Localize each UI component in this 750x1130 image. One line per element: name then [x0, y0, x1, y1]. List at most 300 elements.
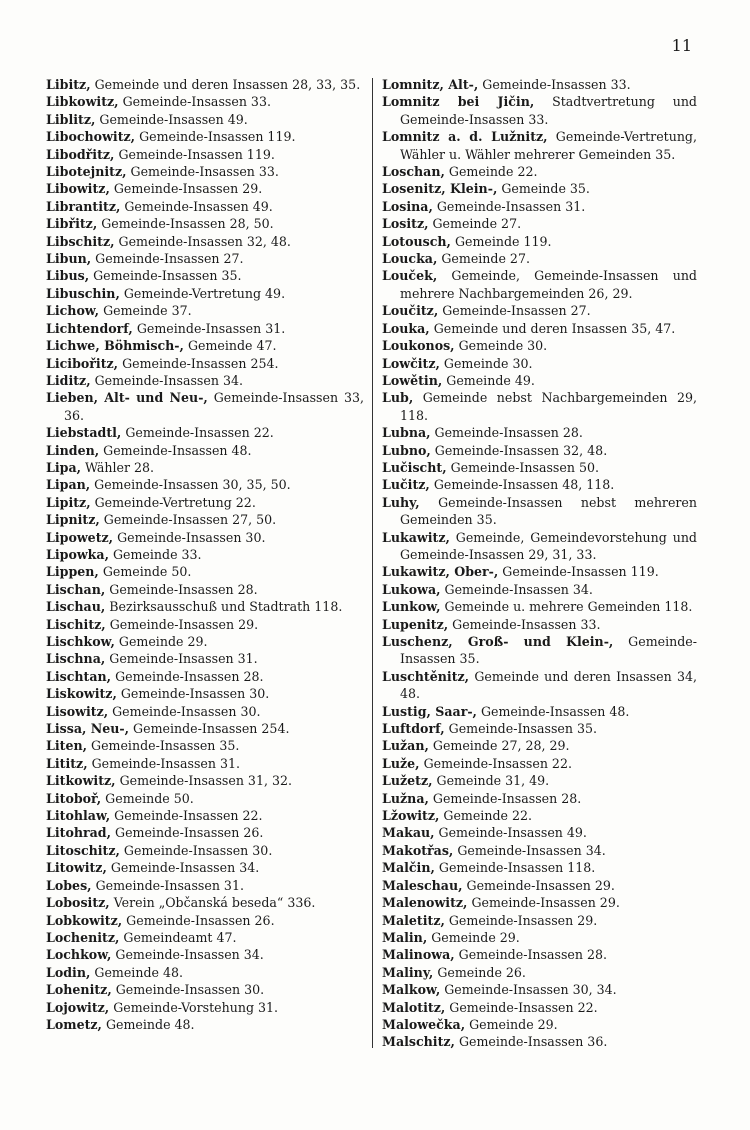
entry-references: Gemeinde-Insassen 30, 35, 50. — [90, 477, 291, 493]
index-entry — [46, 198, 364, 215]
entry-headword: Lissa, Neu-, — [46, 721, 130, 737]
index-entry — [46, 285, 364, 302]
entry-references: Gemeinde 26. — [433, 964, 526, 980]
entry-references: Gemeinde 22. — [439, 808, 532, 824]
index-entry — [46, 111, 364, 128]
index-entry — [382, 1016, 697, 1033]
index-entry — [382, 389, 697, 424]
entry-references: Gemeinde-Insassen 30. — [108, 703, 261, 719]
entry-headword: Lubna, — [382, 425, 431, 441]
entry-references: Gemeinde-Insassen 49. — [95, 111, 248, 127]
entry-references: Gemeinde-Insassen 48. — [476, 703, 630, 719]
entry-references: Gemeinde u. mehrere Gemeinden 118. — [440, 599, 693, 615]
entry-headword: Lichwe, Böhmisch-, — [46, 338, 184, 354]
entry-references: Gemeinde-Insassen 31, 32. — [115, 773, 292, 789]
entry-references: Gemeinde-Insassen 22. — [419, 755, 572, 771]
entry-headword: Lobositz, — [46, 895, 110, 911]
index-entry — [382, 737, 697, 754]
entry-references: Gemeinde 29. — [465, 1016, 558, 1032]
entry-references: Gemeinde-Insassen 28, 50. — [97, 216, 274, 232]
entry-headword: Malkow, — [382, 982, 441, 998]
index-entry — [46, 633, 364, 650]
entry-references: Gemeinde 29. — [427, 929, 520, 945]
entry-headword: Libotejnitz, — [46, 164, 127, 180]
index-entry — [46, 180, 364, 197]
entry-headword: Lipnitz, — [46, 512, 100, 528]
entry-headword: Louka, — [382, 320, 430, 336]
index-entry — [382, 337, 697, 354]
entry-references: Bezirksausschuß und Stadtrath 118. — [105, 599, 343, 615]
index-entry — [46, 76, 364, 93]
entry-references: Gemeinde-Insassen 30. — [111, 982, 265, 998]
index-entry — [382, 720, 697, 737]
index-entry — [382, 598, 697, 615]
index-entry — [46, 981, 364, 998]
entry-headword: Lobkowitz, — [46, 912, 123, 928]
entry-headword: Lobes, — [46, 877, 92, 893]
entry-headword: Libun, — [46, 251, 92, 267]
index-entry — [382, 616, 697, 633]
left-column — [46, 76, 364, 1033]
entry-headword: Losenitz, Klein-, — [382, 181, 498, 197]
entry-references: Gemeinde-Insassen 30. — [116, 686, 270, 702]
index-entry — [46, 894, 364, 911]
entry-headword: Lochkow, — [46, 947, 112, 963]
entry-headword: Lomnitz bei Jičin, — [382, 94, 535, 110]
entry-headword: Lippen, — [46, 564, 99, 580]
index-entry — [382, 877, 697, 894]
index-entry — [382, 494, 697, 529]
index-entry — [382, 128, 697, 163]
entry-references: Gemeinde-Insassen 31. — [132, 320, 286, 336]
column-divider — [372, 78, 373, 1048]
index-entry — [46, 267, 364, 284]
entry-headword: Libochowitz, — [46, 129, 136, 145]
index-entry — [382, 302, 697, 319]
entry-headword: Lomnitz, Alt-, — [382, 77, 479, 92]
entry-references: Gemeinde-Insassen 28. — [430, 425, 583, 441]
index-entry — [382, 233, 697, 250]
entry-headword: Lischan, — [46, 581, 106, 597]
entry-headword: Lukowa, — [382, 581, 441, 597]
entry-references: Gemeinde 48. — [90, 964, 183, 980]
entry-headword: Luschtěnitz, — [382, 668, 470, 684]
entry-references: Gemeinde-Insassen 254. — [118, 355, 279, 371]
index-entry — [382, 267, 697, 302]
index-entry — [382, 859, 697, 876]
entry-headword: Libuschin, — [46, 285, 120, 301]
entry-headword: Liblitz, — [46, 111, 96, 127]
entry-references: Gemeinde-Insassen 26. — [122, 912, 275, 928]
entry-headword: Lukawitz, Ober-, — [382, 564, 499, 580]
entry-references: Gemeinde-Insassen 31. — [91, 877, 244, 893]
entry-headword: Lischau, — [46, 599, 106, 615]
entry-headword: Libřitz, — [46, 216, 98, 232]
index-entry — [46, 668, 364, 685]
entry-headword: Losina, — [382, 198, 433, 214]
index-entry — [382, 894, 697, 911]
entry-references: Gemeinde-Insassen 34. — [453, 842, 606, 858]
index-entry — [382, 198, 697, 215]
entry-headword: Lžowitz, — [382, 808, 440, 824]
entry-references: Gemeinde-Insassen 31. — [432, 198, 586, 214]
index-entry — [46, 929, 364, 946]
entry-references: Gemeinde-Insassen 29. — [105, 616, 259, 632]
entry-references: Gemeinde-Insassen 30, 34. — [440, 982, 617, 998]
index-entry — [46, 859, 364, 876]
index-entry — [382, 964, 697, 981]
index-entry — [382, 912, 697, 929]
index-entry — [46, 598, 364, 615]
entry-references: Gemeinde-Insassen 35. — [400, 634, 697, 667]
index-entry — [46, 755, 364, 772]
entry-references: Gemeinde-Insassen 29. — [109, 181, 263, 197]
entry-headword: Lužna, — [382, 790, 429, 806]
entry-references: Gemeinde-Insassen 48. — [99, 442, 252, 458]
entry-headword: Lučischt, — [382, 459, 447, 475]
index-entry — [46, 946, 364, 963]
entry-headword: Malschitz, — [382, 1034, 455, 1050]
entry-references: Gemeinde-Insassen 28. — [105, 581, 258, 597]
index-entry — [46, 233, 364, 250]
index-entry — [46, 389, 364, 424]
entry-headword: Lichow, — [46, 303, 100, 319]
index-entry — [382, 442, 697, 459]
entry-references: Gemeinde-Insassen 35. — [89, 268, 242, 284]
index-entry — [382, 180, 697, 197]
entry-references: Gemeinde 27, 28, 29. — [428, 738, 570, 754]
index-entry — [382, 163, 697, 180]
entry-headword: Litoboř, — [46, 790, 102, 806]
index-entry — [46, 494, 364, 511]
entry-references: Gemeinde 48. — [101, 1016, 195, 1032]
index-entry — [46, 772, 364, 789]
entry-references: Gemeinde 50. — [98, 564, 192, 580]
entry-references: Gemeinde-Insassen 28. — [111, 668, 264, 684]
entry-headword: Maliny, — [382, 964, 434, 980]
index-entry — [46, 964, 364, 981]
entry-headword: Lunkow, — [382, 599, 441, 615]
entry-references: Gemeinde nebst Nachbargemeinden 29, 118. — [400, 390, 697, 423]
index-entry — [46, 215, 364, 232]
entry-references: Gemeinde 30. — [454, 338, 548, 354]
entry-headword: Luže, — [382, 755, 420, 771]
index-entry — [382, 476, 697, 493]
index-entry — [382, 842, 697, 859]
entry-references: Gemeinde 27. — [437, 251, 530, 267]
entry-headword: Lochenitz, — [46, 929, 120, 945]
entry-references: Gemeinde-Insassen 36. — [454, 1034, 608, 1050]
entry-headword: Liten, — [46, 738, 88, 754]
entry-references: Gemeinde 31, 49. — [432, 773, 550, 789]
entry-references: Gemeinde 27. — [428, 216, 522, 232]
entry-references: Gemeinde und deren Insassen 34, 48. — [400, 668, 697, 702]
entry-references: Gemeinde-Vertretung 22. — [90, 494, 256, 510]
index-entry — [382, 424, 697, 441]
entry-headword: Linden, — [46, 442, 100, 458]
entry-references: Gemeinde und deren Insassen 28, 33, 35. — [90, 77, 361, 92]
index-entry — [46, 703, 364, 720]
index-entry — [46, 459, 364, 476]
entry-references: Gemeinde-Vorstehung 31. — [109, 999, 279, 1015]
entry-headword: Lužan, — [382, 738, 429, 754]
entry-headword: Maleschau, — [382, 877, 463, 893]
entry-references: Gemeinde-Insassen 35. — [87, 738, 240, 754]
index-entry — [46, 128, 364, 145]
entry-references: Stadtvertretung und Gemeinde-Insassen 33. — [400, 94, 697, 127]
entry-headword: Lipitz, — [46, 494, 91, 510]
index-entry — [46, 302, 364, 319]
entry-references: Gemeinde und deren Insassen 35, 47. — [429, 320, 676, 336]
entry-references: Gemeinde 50. — [101, 790, 194, 806]
entry-headword: Loukonos, — [382, 338, 455, 354]
entry-headword: Lupenitz, — [382, 616, 449, 632]
entry-references: Gemeinde-Insassen 35. — [444, 721, 598, 737]
index-entry — [46, 250, 364, 267]
entry-references: Gemeinde-Insassen 33. — [118, 94, 271, 110]
entry-headword: Malowečka, — [382, 1016, 466, 1032]
entry-references: Gemeindeamt 47. — [119, 929, 237, 945]
entry-headword: Lometz, — [46, 1016, 102, 1032]
index-entry — [46, 824, 364, 841]
entry-headword: Lipowetz, — [46, 529, 114, 545]
entry-headword: Lomnitz a. d. Lužnitz, — [382, 129, 548, 145]
index-entry — [46, 581, 364, 598]
entry-headword: Lustig, Saar-, — [382, 703, 477, 719]
index-entry — [382, 320, 697, 337]
index-entry — [46, 511, 364, 528]
index-entry — [382, 981, 697, 998]
entry-references: Gemeinde-Insassen 31. — [87, 755, 241, 771]
index-entry — [46, 877, 364, 894]
entry-headword: Lowětin, — [382, 372, 443, 388]
entry-headword: Libodřitz, — [46, 146, 115, 162]
entry-headword: Licibořitz, — [46, 355, 119, 371]
entry-headword: Litowitz, — [46, 860, 107, 876]
index-entry — [382, 215, 697, 232]
index-entry — [382, 633, 697, 668]
index-entry — [46, 476, 364, 493]
entry-headword: Lohenitz, — [46, 982, 112, 998]
entry-headword: Librantitz, — [46, 198, 121, 214]
entry-headword: Lipowka, — [46, 546, 109, 562]
index-entry — [46, 372, 364, 389]
entry-references: Gemeinde-Insassen 254. — [129, 721, 290, 737]
entry-headword: Lipa, — [46, 459, 81, 475]
index-entry — [382, 807, 697, 824]
index-entry — [382, 929, 697, 946]
entry-headword: Lodin, — [46, 964, 91, 980]
entry-headword: Libus, — [46, 268, 90, 284]
entry-references: Gemeinde-Insassen 28. — [428, 790, 582, 806]
index-entry — [46, 685, 364, 702]
entry-headword: Lititz, — [46, 755, 88, 771]
entry-headword: Luschenz, Groß- und Klein-, — [382, 634, 614, 649]
index-entry — [46, 616, 364, 633]
entry-headword: Lichtendorf, — [46, 320, 133, 336]
entry-references: Gemeinde-Insassen 49. — [434, 825, 587, 841]
index-entry — [46, 424, 364, 441]
entry-headword: Lisowitz, — [46, 703, 109, 719]
index-entry — [46, 720, 364, 737]
entry-references: Gemeinde-Insassen 30. — [119, 842, 273, 858]
entry-references: Wähler 28. — [81, 459, 155, 475]
index-entry — [46, 737, 364, 754]
entry-headword: Litohlaw, — [46, 808, 111, 824]
entry-headword: Libowitz, — [46, 181, 110, 197]
entry-references: Gemeinde-Insassen 33. — [478, 77, 631, 92]
entry-references: Verein „Občanská beseda“ 336. — [109, 895, 316, 911]
index-entry — [382, 755, 697, 772]
entry-references: Gemeinde-Insassen 49. — [120, 198, 273, 214]
entry-references: Gemeinde-Insassen 27, 50. — [99, 512, 277, 528]
entry-references: Gemeinde-Insassen 34. — [90, 372, 243, 388]
entry-references: Gemeinde-Insassen 22. — [445, 999, 598, 1015]
entry-references: Gemeinde-Insassen 22. — [110, 808, 263, 824]
index-entry — [46, 146, 364, 163]
entry-references: Gemeinde-Insassen 29. — [462, 877, 615, 893]
index-entry — [46, 842, 364, 859]
index-entry — [46, 563, 364, 580]
entry-headword: Makotřas, — [382, 842, 454, 858]
entry-references: Gemeinde-Insassen 33. — [126, 164, 279, 180]
index-entry — [382, 459, 697, 476]
entry-references: Gemeinde-Insassen 119. — [114, 146, 275, 162]
entry-headword: Lipan, — [46, 477, 91, 493]
index-entry — [46, 807, 364, 824]
index-entry — [382, 772, 697, 789]
entry-references: Gemeinde 37. — [99, 303, 192, 319]
entry-references: Gemeinde-Insassen 118. — [434, 860, 596, 876]
entry-references: Gemeinde-Vertretung 49. — [119, 285, 286, 301]
entry-references: Gemeinde-Insassen 34. — [106, 860, 260, 876]
entry-headword: Lieben, Alt- und Neu-, — [46, 390, 208, 406]
entry-headword: Lužetz, — [382, 773, 433, 789]
index-entry — [382, 250, 697, 267]
index-entry — [382, 1033, 697, 1050]
entry-references: Gemeinde-Insassen 33, 36. — [64, 390, 364, 423]
page-number: 11 — [671, 36, 692, 55]
index-entry — [46, 1016, 364, 1033]
entry-headword: Lojowitz, — [46, 999, 110, 1015]
entry-headword: Libitz, — [46, 77, 91, 92]
entry-references: Gemeinde-Insassen 31. — [105, 651, 258, 667]
entry-headword: Libschitz, — [46, 233, 115, 249]
index-entry — [382, 703, 697, 720]
entry-headword: Liebstadtl, — [46, 425, 122, 441]
entry-references: Gemeinde-Insassen 48, 118. — [429, 477, 615, 493]
entry-references: Gemeinde-Insassen 50. — [446, 459, 599, 475]
index-entry — [46, 442, 364, 459]
index-entry — [46, 163, 364, 180]
right-column — [382, 76, 697, 1051]
entry-references: Gemeinde, Gemeinde-Insassen und mehrere Nachbargemeinden 26, 29. — [400, 268, 697, 301]
entry-headword: Lowčitz, — [382, 355, 440, 371]
entry-references: Gemeinde-Insassen 28. — [454, 947, 608, 963]
entry-headword: Lischitz, — [46, 616, 106, 632]
entry-headword: Makau, — [382, 825, 435, 841]
index-entry — [46, 355, 364, 372]
entry-headword: Lischtan, — [46, 668, 112, 684]
entry-headword: Litkowitz, — [46, 773, 116, 789]
entry-references: Gemeinde-Insassen 34. — [440, 581, 593, 597]
index-entry — [46, 790, 364, 807]
index-entry — [46, 529, 364, 546]
entry-references: Gemeinde 33. — [108, 546, 202, 562]
entry-headword: Malotitz, — [382, 999, 446, 1015]
entry-references: Gemeinde-Insassen nebst mehreren Gemeinden 35. — [400, 494, 697, 528]
index-entry — [46, 546, 364, 563]
entry-headword: Lotousch, — [382, 233, 451, 249]
index-entry — [382, 355, 697, 372]
index-entry — [46, 999, 364, 1016]
entry-headword: Loschan, — [382, 164, 445, 180]
entry-headword: Louček, — [382, 268, 438, 284]
entry-headword: Lukawitz, — [382, 529, 450, 545]
entry-headword: Luhy, — [382, 494, 420, 510]
entry-headword: Luftdorf, — [382, 721, 445, 737]
index-entry — [46, 650, 364, 667]
entry-references: Gemeinde-Insassen 32, 48. — [114, 233, 291, 249]
index-entry — [46, 93, 364, 110]
entry-references: Gemeinde-Vertretung, Wähler u. Wähler mehrerer Gemeinden 35. — [400, 129, 697, 162]
entry-references: Gemeinde-Insassen 30. — [113, 529, 266, 545]
entry-references: Gemeinde-Insassen 26. — [111, 825, 264, 841]
index-entry — [382, 563, 697, 580]
entry-references: Gemeinde 47. — [183, 338, 277, 354]
entry-headword: Lučitz, — [382, 477, 430, 493]
entry-headword: Lubno, — [382, 442, 431, 458]
entry-headword: Malin, — [382, 929, 428, 945]
index-entry — [46, 337, 364, 354]
entry-headword: Malenowitz, — [382, 895, 468, 911]
entry-references: Gemeinde-Insassen 29. — [467, 895, 620, 911]
entry-references: Gemeinde 119. — [450, 233, 552, 249]
entry-headword: Malinowa, — [382, 947, 455, 963]
entry-references: Gemeinde-Insassen 32, 48. — [430, 442, 608, 458]
index-entry — [382, 790, 697, 807]
index-entry — [382, 372, 697, 389]
entry-headword: Liskowitz, — [46, 686, 117, 702]
entry-references: Gemeinde 30. — [439, 355, 533, 371]
index-entry — [382, 946, 697, 963]
index-entry — [382, 581, 697, 598]
entry-references: Gemeinde-Insassen 27. — [91, 251, 244, 267]
entry-headword: Lischna, — [46, 651, 106, 667]
entry-references: Gemeinde 35. — [497, 181, 590, 197]
entry-references: Gemeinde 49. — [442, 372, 535, 388]
entry-headword: Maletitz, — [382, 912, 445, 928]
index-entry — [382, 668, 697, 703]
entry-references: Gemeinde 22. — [444, 164, 538, 180]
entry-headword: Libkowitz, — [46, 94, 119, 110]
entry-headword: Liditz, — [46, 372, 91, 388]
entry-headword: Lositz, — [382, 216, 429, 232]
index-entry — [382, 529, 697, 564]
entry-references: Gemeinde-Insassen 22. — [121, 425, 274, 441]
index-entry — [382, 76, 697, 93]
entry-headword: Litoschitz, — [46, 842, 120, 858]
index-entry — [382, 93, 697, 128]
entry-references: Gemeinde-Insassen 27. — [438, 303, 591, 319]
entry-references: Gemeinde-Insassen 29. — [444, 912, 598, 928]
index-entry — [382, 999, 697, 1016]
entry-headword: Loucka, — [382, 251, 438, 267]
entry-references: Gemeinde-Insassen 34. — [111, 947, 264, 963]
entry-references: Gemeinde 29. — [114, 634, 208, 649]
entry-references: Gemeinde, Gemeindevorstehung und Gemeinde-Insassen 29, 31, 33. — [400, 529, 697, 562]
entry-references: Gemeinde-Insassen 119. — [498, 564, 659, 580]
